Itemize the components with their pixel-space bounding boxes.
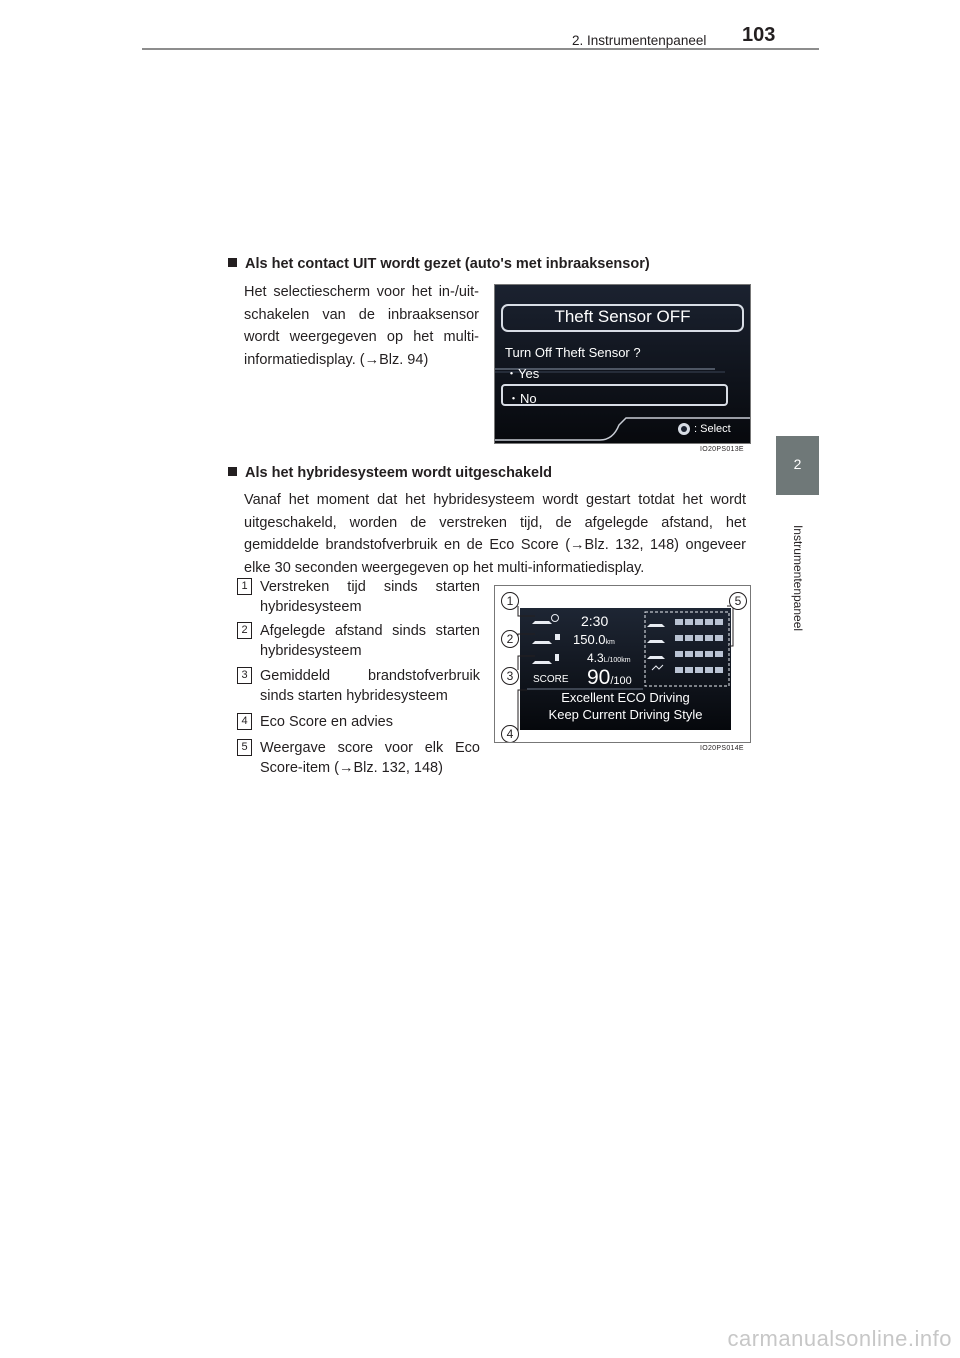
section-heading-text: Als het hybridesysteem wordt uitgeschakeld: [245, 465, 553, 481]
figure-caption-2: IO20PS014E: [700, 745, 744, 752]
chapter-tab-label: Instrumentenpaneel: [790, 524, 805, 632]
eco-advice-line-1: Excellent ECO Driving: [561, 690, 690, 705]
chapter-tab: [776, 498, 819, 658]
eco-score-screen-figure: [494, 585, 751, 743]
score-readout: [587, 666, 632, 690]
item-text: Afgelegde afstand sinds starten hybridesysteem: [260, 623, 480, 659]
consumption-unit: L/100km: [603, 657, 631, 664]
item-number: 3: [237, 667, 252, 684]
callout-3: 3: [501, 667, 519, 685]
section-heading-hybrid-off: [228, 465, 768, 481]
select-label: : Select: [694, 423, 731, 435]
score-label: SCORE: [533, 674, 569, 685]
figure-caption-1: IO20PS013E: [700, 446, 744, 453]
theft-sensor-question: Turn Off Theft Sensor ?: [505, 345, 641, 360]
distance-readout: [573, 632, 615, 647]
section-heading-text: Als het contact UIT wordt gezet (auto's met inbraaksensor): [245, 256, 650, 272]
chapter-tab-number: 2: [776, 436, 819, 495]
heading-bullet-square: [228, 258, 237, 267]
elapsed-time-value: 2:30: [581, 613, 609, 629]
running-header-section: 2. Instrumentenpaneel: [572, 33, 707, 48]
item-text: Gemiddeld brandstofverbruik sinds starten hybridesysteem: [260, 668, 480, 704]
item-number: 1: [237, 578, 252, 595]
item-number: 5: [237, 739, 252, 756]
score-value: 90: [587, 666, 611, 689]
heading-bullet-square: [228, 467, 237, 476]
theft-sensor-screen-figure: [494, 284, 751, 444]
consumption-value: 4.3: [587, 651, 604, 665]
item-text: Weergave score voor elk Eco Score-item (→Blz. 132, 148): [260, 740, 480, 776]
callout-4: 4: [501, 725, 519, 743]
item-text: Eco Score en advies: [260, 714, 393, 730]
page-number: 103: [742, 24, 776, 46]
section-body-hybrid-off: Vanaf het moment dat het hybridesysteem wordt gestart totdat het wordt uitgeschakeld, worden de verstreken tijd, de afgelegde afstand, het gemiddelde brandstofverbruik en de Eco Score (→Blz. 132, 148) ongeveer elke 30 seconden weergegeven op het multi-informatiedisplay.: [244, 492, 746, 576]
watermark: carmanualsonline.info: [727, 1326, 952, 1351]
callout-1: 1: [501, 592, 519, 610]
distance-value: 150.0: [573, 632, 606, 647]
item-number: 2: [237, 622, 252, 639]
section-body-theft-sensor: Het selectiescherm voor het in-/uit-schakelen van de inbraaksensor wordt weergegeven op het multi-informatiedisplay. (→Blz. 94): [244, 284, 479, 368]
option-yes: ・Yes: [505, 366, 540, 381]
section-heading-theft-sensor: [228, 256, 768, 272]
distance-unit: km: [605, 639, 615, 646]
consumption-readout: [587, 651, 631, 665]
theft-sensor-title: Theft Sensor OFF: [554, 307, 691, 326]
item-text: Verstreken tijd sinds starten hybridesysteem: [260, 579, 480, 615]
item-number: 4: [237, 713, 252, 730]
score-max: /100: [610, 675, 632, 687]
eco-advice-line-2: Keep Current Driving Style: [548, 707, 703, 722]
callout-2: 2: [501, 630, 519, 648]
header-rule: [142, 48, 819, 50]
callout-5: 5: [729, 592, 747, 610]
option-no: ・No: [507, 391, 537, 406]
